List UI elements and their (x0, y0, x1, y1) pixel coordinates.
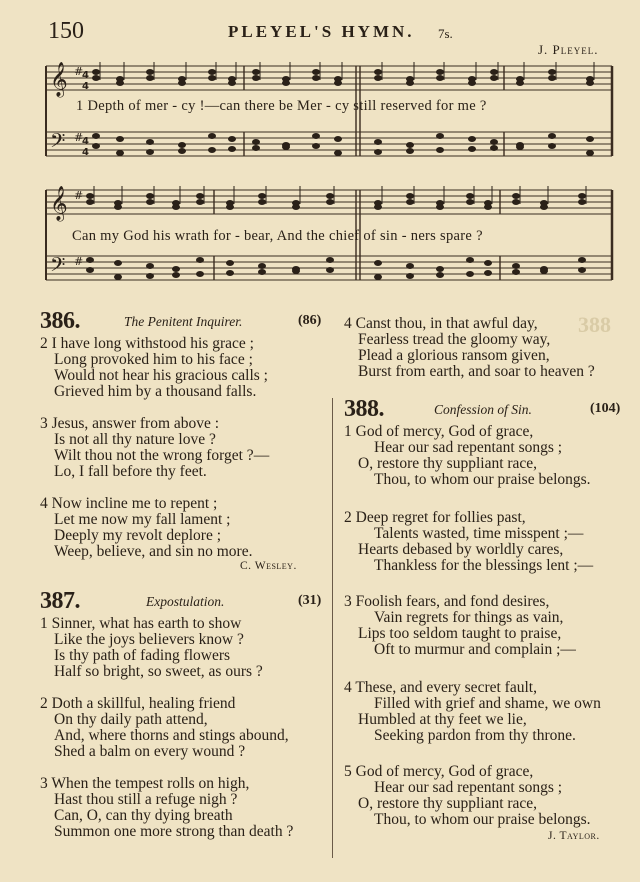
note-head (226, 270, 234, 276)
note-head (468, 146, 476, 152)
svg-text:4: 4 (82, 136, 89, 147)
note-head (406, 263, 414, 269)
note-head (512, 193, 520, 199)
note-head (374, 75, 382, 81)
verse: 4 These, and every secret fault, Filled with grief and shame, we own Humbled at thy feet we lie, Seeking pardon from thy throne. (344, 679, 601, 744)
note-head (208, 133, 216, 139)
note-head (490, 145, 498, 151)
note-head (196, 257, 204, 263)
lyric-line-2: Can my God his wrath for - bear, And the chief of sin - ners spare ? (72, 228, 483, 244)
svg-text:#: # (74, 255, 84, 268)
note-head (292, 204, 300, 210)
note-head (258, 263, 266, 269)
note-head (406, 193, 414, 199)
note-head (578, 267, 586, 273)
note-head (86, 199, 94, 205)
hymn-count: (104) (590, 401, 621, 416)
note-head (436, 266, 444, 272)
note-head (114, 204, 122, 210)
note-head (228, 146, 236, 152)
note-head (92, 143, 100, 149)
note-head (578, 193, 586, 199)
tune-title: PLEYEL'S HYMN. (228, 22, 415, 41)
note-head (208, 69, 216, 75)
note-head (516, 144, 524, 150)
clefs (50, 62, 89, 281)
note-head (312, 69, 320, 75)
verse: 3 Jesus, answer from above : Is not all thy nature love ? Wilt thou not the wrong forget ?— Lo, I fall before thy feet. (40, 415, 270, 480)
note-head (172, 204, 180, 210)
note-head (146, 149, 154, 155)
note-head (196, 193, 204, 199)
note-head (312, 133, 320, 139)
note-head (374, 149, 382, 155)
note-head (312, 75, 320, 81)
note-head (374, 139, 382, 145)
svg-text:4: 4 (82, 81, 89, 92)
note-heads (86, 62, 594, 280)
note-head (468, 80, 476, 86)
note-head (466, 193, 474, 199)
hymn-number: 387. (40, 588, 80, 614)
note-head (146, 273, 154, 279)
note-head (516, 80, 524, 86)
svg-text:4: 4 (82, 147, 89, 158)
note-head (374, 204, 382, 210)
note-head (252, 69, 260, 75)
tune-meter: 7s. (438, 26, 453, 41)
svg-text:#: # (74, 65, 84, 78)
note-head (326, 193, 334, 199)
note-head (436, 272, 444, 278)
note-head (406, 142, 414, 148)
note-head (196, 271, 204, 277)
note-head (466, 257, 474, 263)
note-head (512, 199, 520, 205)
note-head (146, 263, 154, 269)
note-head (258, 269, 266, 275)
note-head (484, 270, 492, 276)
bass-clef-icon: 𝄢 (50, 253, 66, 281)
note-head (258, 193, 266, 199)
music-score (0, 0, 640, 310)
note-head (374, 69, 382, 75)
note-head (114, 274, 122, 280)
note-head (334, 150, 342, 156)
note-head (540, 268, 548, 274)
note-head (86, 193, 94, 199)
note-head (146, 193, 154, 199)
verse: 2 Doth a skillful, healing friend On thy daily path attend, And, where thorns and stings abound, Shed a balm on every wound ? (40, 695, 289, 760)
note-head (406, 199, 414, 205)
verse: 1 God of mercy, God of grace, Hear our sad repentant songs ; O, restore thy suppliant race, Thou, to whom our praise belongs. (344, 423, 591, 488)
verse: 3 Foolish fears, and fond desires, Vain regrets for things as vain, Lips too seldom taught to praise, Oft to murmur and complain ;— (344, 593, 576, 658)
verse: 2 I have long withstood his grace ; Long provoked him to his face ; Would not hear his gracious calls ; Grieved him by a thousand falls. (40, 335, 268, 400)
note-head (578, 199, 586, 205)
note-head (172, 272, 180, 278)
note-head (178, 80, 186, 86)
column-divider (332, 398, 333, 858)
composer-credit: J. Pleyel. (538, 42, 599, 57)
note-head (228, 80, 236, 86)
treble-clef-icon: 𝄞 (50, 62, 68, 97)
note-head (490, 69, 498, 75)
note-head (326, 267, 334, 273)
note-head (146, 199, 154, 205)
note-head (146, 69, 154, 75)
bleed-through-text: 388 (578, 312, 611, 337)
hymn-attribution: C. Wesley. (240, 560, 297, 572)
svg-text:4: 4 (82, 70, 89, 81)
note-head (282, 80, 290, 86)
hymn-count: (31) (298, 593, 322, 608)
note-head (312, 143, 320, 149)
hymn-subtitle: The Penitent Inquirer. (124, 314, 243, 329)
note-head (578, 257, 586, 263)
note-head (92, 69, 100, 75)
page-number: 150 (48, 18, 84, 44)
treble-clef-icon: 𝄞 (50, 186, 68, 221)
note-head (252, 75, 260, 81)
note-head (436, 69, 444, 75)
note-head (334, 80, 342, 86)
note-head (178, 142, 186, 148)
note-head (226, 204, 234, 210)
svg-text:#: # (74, 131, 84, 144)
note-head (146, 75, 154, 81)
note-head (484, 260, 492, 266)
note-head (548, 133, 556, 139)
svg-text:#: # (74, 189, 84, 202)
verse: 4 Now incline me to repent ; Let me now my fall lament ; Deeply my revolt deplore ; Weep, believe, and sin no more. (40, 495, 253, 560)
note-head (116, 150, 124, 156)
note-head (540, 204, 548, 210)
note-head (92, 133, 100, 139)
note-head (512, 263, 520, 269)
note-head (292, 268, 300, 274)
note-head (92, 75, 100, 81)
note-head (586, 136, 594, 142)
note-head (114, 260, 122, 266)
note-head (252, 139, 260, 145)
note-head (116, 80, 124, 86)
note-head (334, 136, 342, 142)
note-head (228, 136, 236, 142)
hymn-count: (86) (298, 313, 322, 328)
note-head (172, 266, 180, 272)
note-head (436, 133, 444, 139)
note-head (116, 136, 124, 142)
note-head (406, 80, 414, 86)
note-head (86, 257, 94, 263)
note-head (548, 69, 556, 75)
hymn-number: 386. (40, 308, 80, 334)
note-head (586, 80, 594, 86)
note-head (146, 139, 154, 145)
note-head (208, 147, 216, 153)
note-head (282, 144, 290, 150)
note-head (252, 145, 260, 151)
note-head (548, 143, 556, 149)
note-head (374, 260, 382, 266)
note-head (406, 273, 414, 279)
note-head (406, 148, 414, 154)
note-head (512, 269, 520, 275)
verse: 1 Sinner, what has earth to show Like the joys believers know ? Is thy path of fading flowers Half so bright, so sweet, as ours ? (40, 615, 263, 680)
hymn-attribution: J. Taylor. (548, 830, 600, 842)
note-head (484, 204, 492, 210)
hymn-number: 388. (344, 396, 384, 422)
hymn-subtitle: Expostulation. (146, 594, 225, 609)
verse: 3 When the tempest rolls on high, Hast thou still a refuge nigh ? Can, O, can thy dying breath Summon one more strong than death ? (40, 775, 294, 840)
lyric-line-1: 1 Depth of mer - cy !—can there be Mer - cy still reserved for me ? (76, 98, 487, 114)
note-head (374, 274, 382, 280)
note-head (436, 75, 444, 81)
note-head (490, 139, 498, 145)
note-head (196, 199, 204, 205)
verse: 5 God of mercy, God of grace, Hear our sad repentant songs ; O, restore thy suppliant race, Thou, to whom our praise belongs. (344, 763, 591, 828)
note-head (466, 199, 474, 205)
note-head (436, 147, 444, 153)
note-head (178, 148, 186, 154)
note-head (468, 136, 476, 142)
note-head (466, 271, 474, 277)
bass-clef-icon: 𝄢 (50, 129, 66, 157)
note-head (326, 199, 334, 205)
note-head (490, 75, 498, 81)
note-head (586, 150, 594, 156)
hymn-subtitle: Confession of Sin. (434, 402, 532, 417)
note-head (86, 267, 94, 273)
note-head (548, 75, 556, 81)
verse: 4 Canst thou, in that awful day, Fearless tread the gloomy way, Plead a glorious ransom given, Burst from earth, and soar to heaven ? (344, 315, 595, 380)
note-head (208, 75, 216, 81)
verse: 2 Deep regret for follies past, Talents wasted, time misspent ;— Hearts debased by worldly cares, Thankless for the blessings lent ;— (344, 509, 594, 574)
note-head (258, 199, 266, 205)
note-head (226, 260, 234, 266)
note-head (326, 257, 334, 263)
note-head (436, 204, 444, 210)
